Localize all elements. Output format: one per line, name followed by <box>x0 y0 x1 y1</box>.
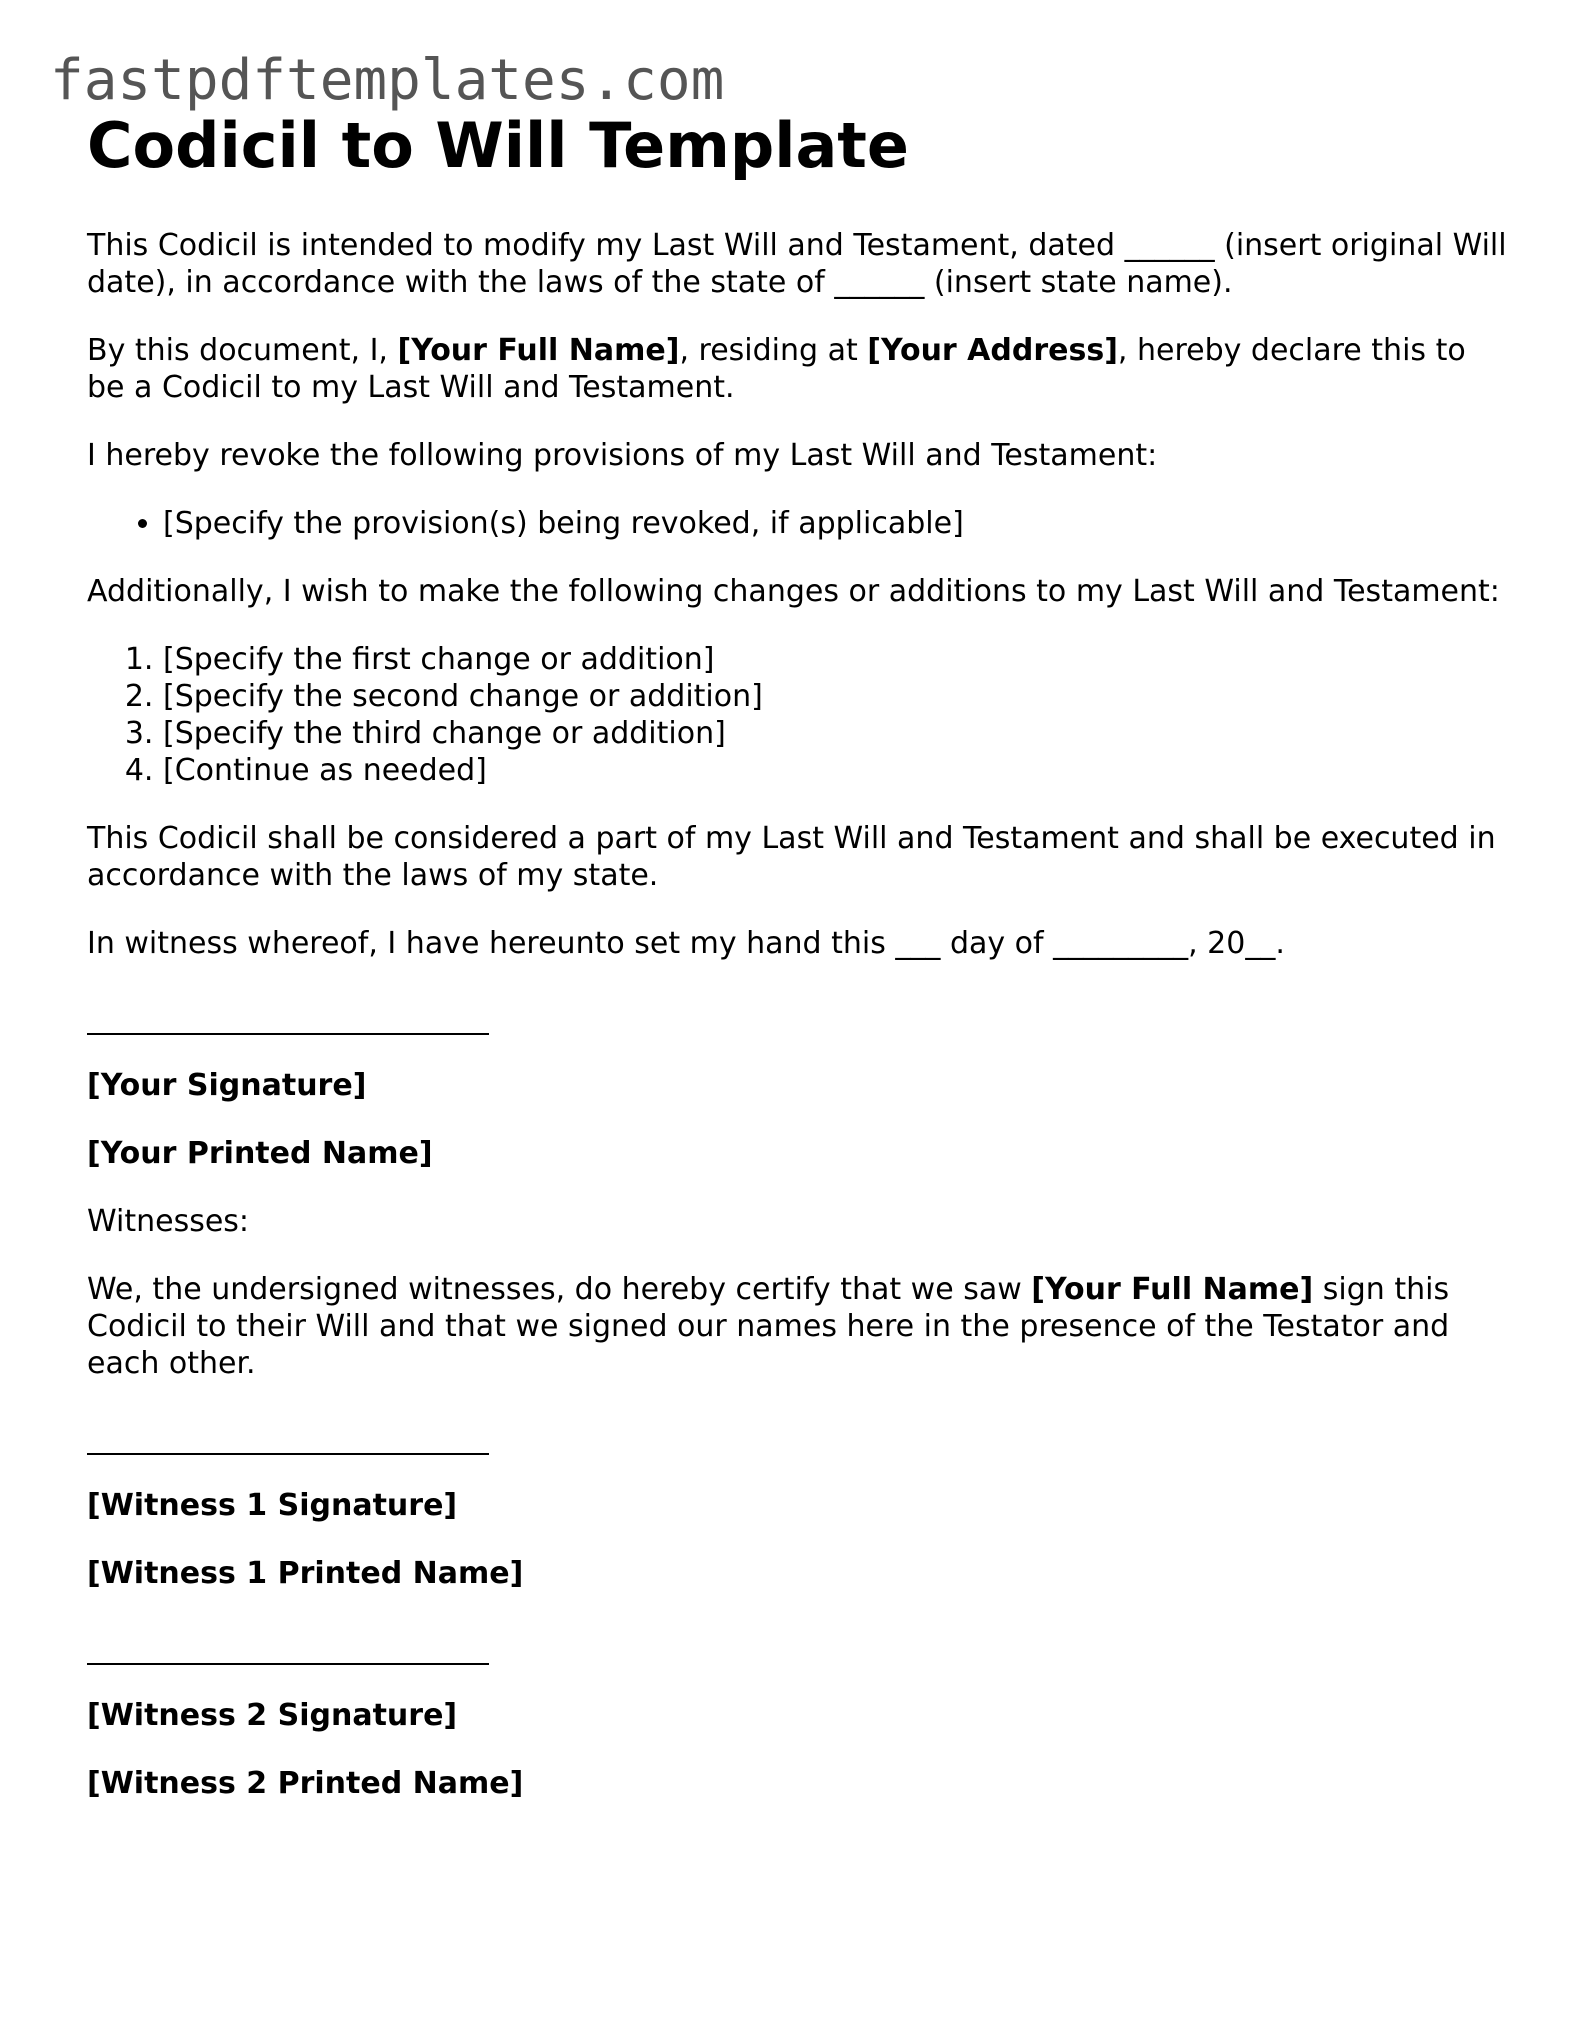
witness1-signature-line <box>87 1419 1507 1456</box>
signature-label-text: [Witness 1 Signature] <box>87 1488 458 1523</box>
signature-rule <box>87 1033 489 1035</box>
list-item: 3. [Specify the third change or addition] <box>163 715 1507 752</box>
witnesses-heading: Witnesses: <box>87 1204 250 1239</box>
witness2-signature-line <box>87 1629 1507 1666</box>
signature-label-text: [Witness 2 Signature] <box>87 1698 458 1733</box>
declaration-paragraph <box>87 332 1507 406</box>
signature-rule <box>87 1663 489 1665</box>
changes-paragraph: Additionally, I wish to make the following changes or additions to my Last Will and Testament: <box>87 574 1500 609</box>
attestation-text-1: We, the undersigned witnesses, do hereby certify that we saw <box>87 1272 1032 1307</box>
testator-printed-name-label <box>87 1135 1507 1172</box>
revoke-paragraph: I hereby revoke the following provisions of my Last Will and Testament: <box>87 438 1158 473</box>
testator-signature-label <box>87 1067 1507 1104</box>
attestation-paragraph <box>87 1271 1507 1382</box>
changes-list <box>87 641 1507 789</box>
witness-whereof-paragraph: In witness whereof, I have hereunto set my hand this ___ day of _________, 20__. <box>87 926 1285 961</box>
document-body <box>87 104 1507 1833</box>
witness1-signature-label <box>87 1487 1507 1524</box>
witness1-printed-name-label <box>87 1555 1507 1592</box>
printed-name-label-text: [Your Printed Name] <box>87 1136 433 1171</box>
testator-name-placeholder: [Your Full Name] <box>397 333 680 368</box>
signature-rule <box>87 1453 489 1455</box>
testator-signature-line <box>87 999 1507 1036</box>
attestation-text-2: sign this Codicil to their Will and that we signed our names here in the presence of the Testator and each other. <box>87 1272 1450 1381</box>
declaration-text-2: , residing at <box>679 333 868 368</box>
document-title: Codicil to Will Template <box>87 109 909 182</box>
witness2-signature-label <box>87 1697 1507 1734</box>
attestation-name-placeholder: [Your Full Name] <box>1031 1272 1314 1307</box>
intro-paragraph: This Codicil is intended to modify my Last Will and Testament, dated ______ (insert original Will date), in accordance with the laws of the state of ______ (insert state name). <box>87 228 1507 300</box>
witness2-printed-name-label <box>87 1765 1507 1802</box>
printed-name-label-text: [Witness 1 Printed Name] <box>87 1556 524 1591</box>
signature-label-text: [Your Signature] <box>87 1068 367 1103</box>
printed-name-label-text: [Witness 2 Printed Name] <box>87 1766 524 1801</box>
site-watermark: fastpdftemplates.com <box>50 48 725 113</box>
testator-address-placeholder: [Your Address] <box>867 333 1118 368</box>
list-item: 2. [Specify the second change or addition] <box>163 678 1507 715</box>
revoked-provisions-list <box>87 505 1507 542</box>
list-item: 1. [Specify the first change or addition] <box>163 641 1507 678</box>
list-item: • [Specify the provision(s) being revoked, if applicable] <box>163 505 1507 542</box>
list-item: 4. [Continue as needed] <box>163 752 1507 789</box>
declaration-text-1: By this document, I, <box>87 333 398 368</box>
declaration-text-3: , hereby declare this to be a Codicil to my Last Will and Testament. <box>87 333 1466 405</box>
part-of-will-paragraph: This Codicil shall be considered a part of my Last Will and Testament and shall be executed in accordance with the laws of my state. <box>87 821 1496 893</box>
